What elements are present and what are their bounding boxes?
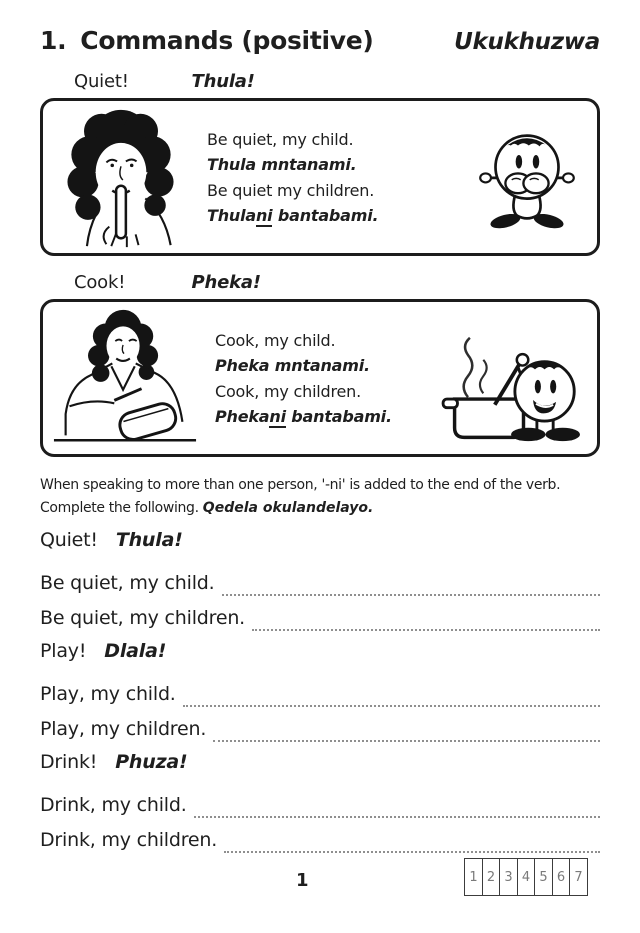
section-title: Commands (positive) [80,26,374,55]
exercise-command-play [40,640,600,668]
answer-line [224,839,600,853]
phrase-pair [215,331,399,375]
phrase-en: Cook, my child. [215,330,336,350]
answer-line [252,617,600,631]
example1-text [207,123,473,232]
unit-tab-6: 6 [552,858,571,896]
command-zu: Dlala! [104,640,167,662]
example2-label [74,272,600,293]
instruction-line2: Complete the following. Qedela okulandelayo. [40,500,374,516]
unit-tab-7: 7 [569,858,588,896]
phrase-pair [215,382,399,426]
exercise-item [40,818,600,853]
exercise-section [40,529,600,853]
example1-box [40,98,600,256]
example1-label [74,71,600,92]
unit-tab-1: 1 [464,858,483,896]
unit-tab-4: 4 [517,858,536,896]
phrase-en: Cook, my children. [215,381,362,401]
example2-label-en: Cook! [74,272,126,293]
exercise-prompt: Drink, my child. [40,794,187,816]
exercise-item [40,561,600,596]
unit-tab-2: 2 [482,858,501,896]
instructions [40,474,600,520]
child-covering-mouth-illustration [473,119,581,235]
phrase-zu: Pheka mntanami. [215,355,370,375]
command-zu: Thula! [115,529,183,551]
child-stirring-pot-illustration [399,311,581,445]
exercise-prompt: Be quiet, my child. [40,572,215,594]
exercise-item [40,707,600,742]
exercise-command-quiet [40,529,600,557]
instruction-line1: When speaking to more than one person, '-ni' is added to the end of the verb. [40,477,561,493]
example1-label-en: Quiet! [74,71,129,92]
answer-line [222,582,600,596]
unit-tab-strip [464,858,588,896]
exercise-item [40,672,600,707]
section-number: 1. [40,26,67,55]
example2-box [40,299,600,457]
unit-tab-5: 5 [534,858,553,896]
command-en: Quiet! [40,529,98,551]
exercise-prompt: Drink, my children. [40,829,218,851]
page-number: 1 [296,870,309,891]
answer-line [194,804,600,818]
page-title [40,26,374,55]
command-en: Drink! [40,751,98,773]
woman-cooking-illustration [51,305,199,451]
exercise-prompt: Be quiet, my children. [40,607,246,629]
example1-label-zu: Thula! [191,71,255,92]
phrase-zu: Thulani bantabami. [207,205,379,225]
exercise-prompt: Play, my children. [40,718,207,740]
exercise-command-drink [40,751,600,779]
answer-line [213,728,600,742]
section-title-zulu: Ukukhuzwa [454,29,600,55]
unit-tab-3: 3 [499,858,518,896]
exercise-item [40,596,600,631]
woman-shushing-illustration [51,104,191,250]
phrase-pair [207,130,473,174]
example2-label-zu: Pheka! [191,272,261,293]
exercise-item [40,783,600,818]
command-en: Play! [40,640,87,662]
phrase-zu: Phekani bantabami. [215,406,392,426]
example2-text [215,324,399,433]
page-header [40,26,600,55]
phrase-en: Be quiet my children. [207,180,375,200]
command-zu: Phuza! [115,751,188,773]
phrase-zu: Thula mntanami. [207,154,357,174]
phrase-pair [207,181,473,225]
exercise-prompt: Play, my child. [40,683,176,705]
answer-line [183,693,600,707]
phrase-en: Be quiet, my child. [207,129,354,149]
